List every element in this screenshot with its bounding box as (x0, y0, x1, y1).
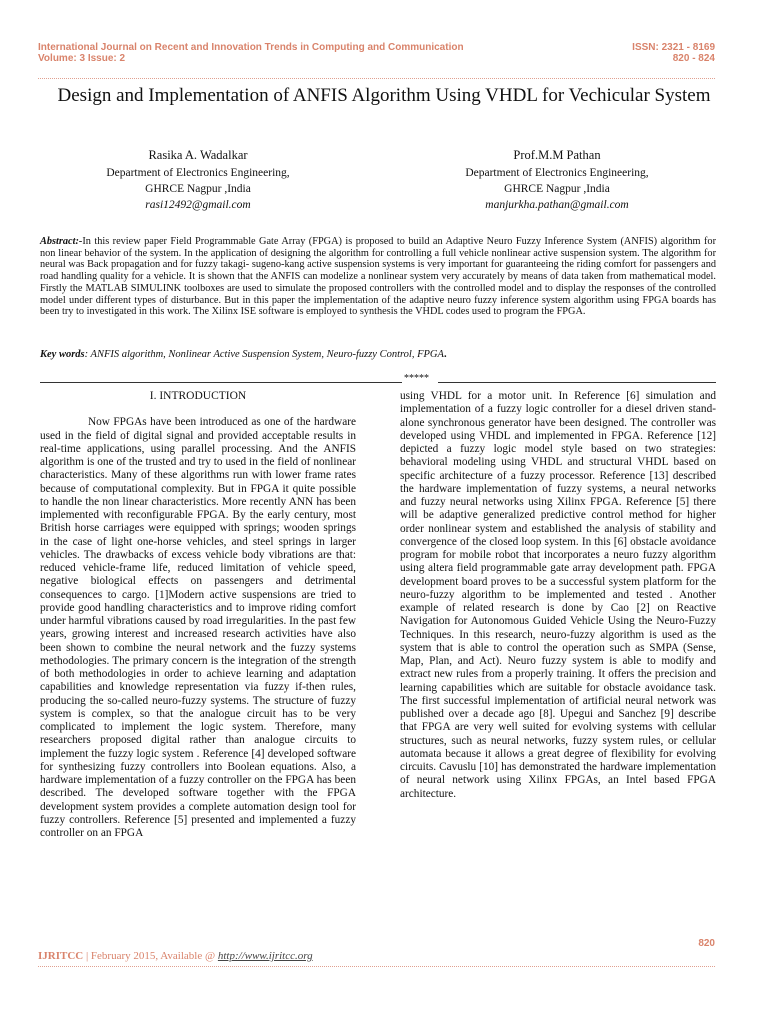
paragraph: using VHDL for a motor unit. In Reference [6] simulation and implementation of a fuzzy logic controller for a diesel driven stand-alone synchronous generator have been designed. The controller was developed using VHDL and implemented in FPGA. Reference [12] depicted a fuzzy logic model style based on two strategies: behavioral modeling using VHDL and structural VHDL based on specific architecture of a fuzzy processor. Reference [13] described the hardware implementation of fuzzy systems, a neural networks and fuzzy neural networks using Xilinx FPGA. Reference [5] there will be adaptive generalized predictive control method for higher order nonlinear system and established the analysis of stability and convergence of the closed loop system. In this [6] obstacle avoidance program for mobile robot that incorporates a neuro fuzzy algorithm using altera field programmable gate array development path. FPGA development board proves to be a successful system platform for the neuro-fuzzy algorithm to be implemented and tested . Another example of related research is done by Cao [2] on Reactive Navigation for Autonomous Guided Vehicle Using the Neuro-Fuzzy Techniques. In this research, neuro-fuzzy algorithm is used as the system that is able to control the operation such as SMPA (Sense, Map, Plan, and Act). Neuro fuzzy system is able to modify and extract new rules from a properly training. It offers the precision and learning capabilities which are suitable for obstacle avoidance task. The first successful implementation of artificial neural network was published over a decade ago [8]. Upegui and Sanchez [9] describe that FPGA are very well suited for evolving systems with cellular structures, such as neural networks, fuzzy system rules, or cellular automata because it allows a great degree of flexibility for evolving circuits. Cavuslu [10] has demonstrated the hardware implementation of neural network using Xilinx FPGAs, an Intel based FPGA architecture. (400, 390, 716, 800)
author-name: Prof.M.M Pathan (513, 148, 601, 162)
author-email: manjurkha.pathan@gmail.com (485, 199, 629, 211)
page-number: 820 (698, 938, 715, 949)
keywords-text: : ANFIS algorithm, Nonlinear Active Suspension System, Neuro-fuzzy Control, FPGA (84, 349, 444, 360)
abstract (40, 236, 716, 318)
section-heading: I. INTRODUCTION (149, 390, 247, 402)
keywords-label: Key words (40, 349, 85, 360)
journal-name: International Journal on Recent and Innovation Trends in Computing and Communication (38, 42, 464, 53)
issn: ISSN: 2321 - 8169 (632, 42, 715, 53)
footer-text: | February 2015, Available @ (83, 950, 218, 962)
paper-title: Design and Implementation of ANFIS Algorithm Using VHDL for Vechicular System (57, 85, 711, 106)
footer-brand: IJRITCC (38, 950, 84, 962)
header-divider (38, 78, 715, 79)
author-dept: Department of Electronics Engineering, (465, 167, 649, 179)
abstract-text: In this review paper Field Programmable Gate Array (FPGA) is proposed to build an Adaptive Neuro Fuzzy Inference System (ANFIS) algorithm for non linear behavior of the system. In the application of designing the algorithm for controlling a full vehicle nonlinear active suspension system. The algorithm for neural was Back propagation and for fuzzy takagi- sugeno-kang active suspension systems is very important for guaranteeing the riding comfort for passengers and road handling quality for a vehicle. It is shown that the ANFIS can modelize a nonlinear system very accurately by means of data taken from mathematical model. Firstly the MATLAB SIMULINK toolboxes are used to simulate the proposed controllers with the controlled model and to display the responses of the controlled model under different types of disturbance. But in this paper the implementation of the adaptive neuro fuzzy inference system algorithm using FPGA boards has been try to investigated in this work. The Xilinx ISE software is employed to synthesis the VHDL codes used to program the FPGA. (40, 236, 716, 318)
footer-divider (38, 966, 715, 967)
column-right (400, 390, 716, 801)
author-inst: GHRCE Nagpur ,India (145, 183, 251, 195)
keywords: Key words: ANFIS algorithm, Nonlinear Active Suspension System, Neuro-fuzzy Control, FPGA. (40, 349, 447, 360)
volume-issue: Volume: 3 Issue: 2 (38, 53, 126, 64)
footer-link[interactable]: http://www.ijritcc.org (217, 950, 313, 962)
author-block-1 (68, 146, 328, 213)
author-email: rasi12492@gmail.com (145, 199, 251, 211)
abstract-label: Abstract:- (40, 236, 83, 247)
paragraph: Now FPGAs have been introduced as one of the hardware used in the field of digital signal and provided acceptable results in real-time applications, using parallel processing. And the ANFIS algorithm is one of the trusted and try to used in the field of nonlinear characteristics. Many of these algorithms run with lower frame rates because of computational complexity. But in FPGA it quite possible to handle the non linear characteristics. More recently ANN has been implemented with reconfigurable FPGA. By the early century, most British horse carriages were equipped with springs; wooden springs in the case of light one-horse vehicles, and steel springs in larger vehicles. The drawbacks of excess vehicle body vibrations are that: reduced vehicle-frame life, reduced limitation of vehicle speed, negative biological effects on passengers and detrimental consequences to cargo. [1]Modern active suspensions are tried to provide good handling characteristics and to improve riding comfort under harmful vibrations caused by road irregularities. In the past few years, growing interest and increased research activities have also been shown to combine the neural network and the fuzzy systems methodologies. The primary concern is the integration of the strength of both methodologies in order to achieve learning and adaptation capabilities and knowledge representation via fuzzy if-then rules, producing the so-called neuro-fuzzy systems. The structure of fuzzy system is complex, so that the analogue circuit has to be very complicated to implement the logic system. Therefore, many researchers proposed digital rather than analogue circuits to implement the fuzzy logic system . Reference [4] developed software for synthesizing fuzzy controllers into Boolean equations. Also, a hardware implementation of a fuzzy controller on the FPGA has been described. The developed software together with the FPGA development system provides a complete automation design tool for fuzzy controllers. Reference [5] presented and implemented a fuzzy controller on an FPGA (40, 416, 356, 839)
section-separator (40, 374, 716, 384)
column-left (40, 390, 356, 840)
author-inst: GHRCE Nagpur ,India (504, 183, 610, 195)
page-range: 820 - 824 (672, 53, 715, 64)
author-block-2 (427, 146, 687, 213)
separator-line-right (438, 382, 716, 383)
author-name: Rasika A. Wadalkar (148, 148, 248, 162)
separator-line-left (40, 382, 402, 383)
separator-stars: ***** (404, 373, 429, 384)
author-dept: Department of Electronics Engineering, (106, 167, 290, 179)
footer (38, 950, 313, 962)
